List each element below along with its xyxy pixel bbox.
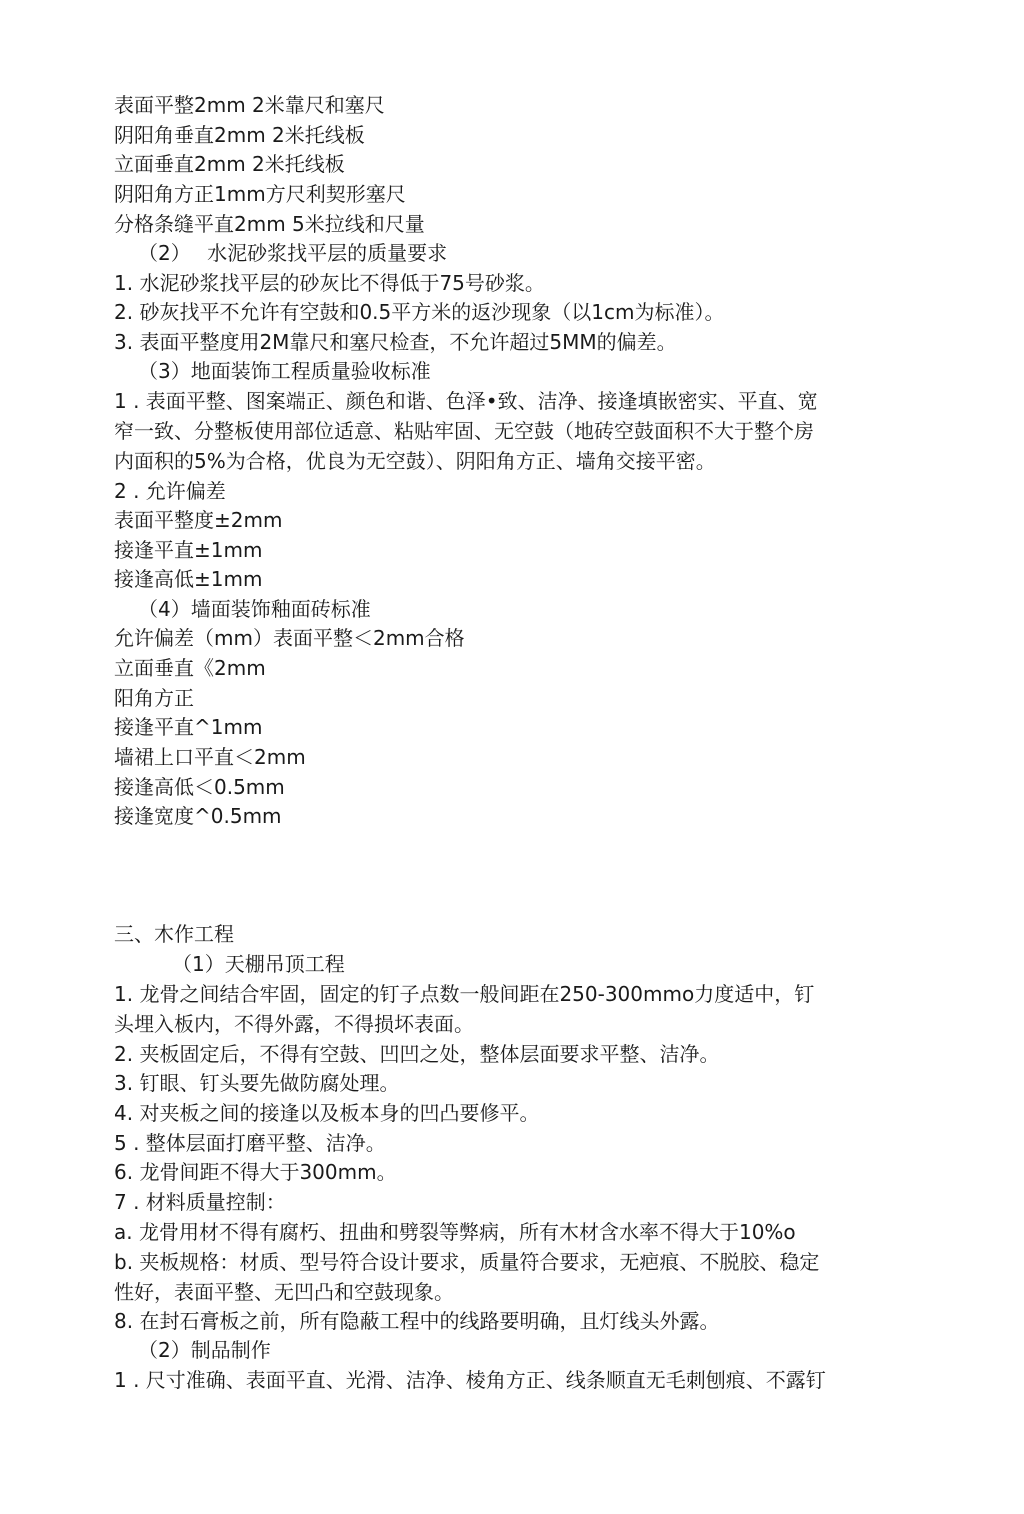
list-item: a. 龙骨用材不得有腐朽、扭曲和劈裂等弊病，所有木材含水率不得大于10%o (114, 1220, 796, 1244)
text-line: 接逢平直^1mm (114, 715, 263, 739)
paragraph-line: 1 . 尺寸准确、表面平直、光滑、洁净、棱角方正、线条顺直无毛刺刨痕、不露钉 (114, 1368, 826, 1392)
paragraph-line: 窄一致、分整板使用部位适意、粘贴牢固、无空鼓（地砖空鼓面积不大于整个房 (114, 419, 814, 443)
text-line: 立面垂直2mm 2米托线板 (114, 152, 345, 176)
list-item: 2. 砂灰找平不允许有空鼓和0.5平方米的返沙现象（以1cm为标准）。 (114, 300, 725, 324)
list-item: 8. 在封石膏板之前，所有隐蔽工程中的线路要明确，且灯线头外露。 (114, 1309, 720, 1333)
list-item: 2 . 允许偏差 (114, 479, 226, 503)
text-line: 立面垂直《2mm (114, 656, 266, 680)
paragraph-line: b. 夹板规格：材质、型号符合设计要求，质量符合要求，无疤痕、不脱胶、稳定 (114, 1250, 820, 1274)
section-heading: （3）地面装饰工程质量验收标准 (138, 359, 431, 383)
list-item: 7 . 材料质量控制： (114, 1190, 286, 1214)
text-line: 阴阳角方正1mm方尺利契形塞尺 (114, 182, 406, 206)
list-item: 3. 钉眼、钉头要先做防腐处理。 (114, 1071, 400, 1095)
chapter-title: 三、木作工程 (114, 922, 234, 946)
text-line: 接逢平直±1mm (114, 538, 263, 562)
text-line: 表面平整2mm 2米靠尺和塞尺 (114, 93, 385, 117)
section-heading: （2） 水泥砂浆找平层的质量要求 (138, 241, 448, 265)
list-item: 6. 龙骨间距不得大于300mm。 (114, 1160, 397, 1184)
text-line: 表面平整度±2mm (114, 508, 283, 532)
paragraph-line: 内面积的5%为合格，优良为无空鼓）、阴阳角方正、墙角交接平密。 (114, 449, 716, 473)
paragraph-line: 1 . 表面平整、图案端正、颜色和谐、色泽•致、洁净、接逢填嵌密实、平直、宽 (114, 389, 818, 413)
text-line: 分格条缝平直2mm 5米拉线和尺量 (114, 212, 425, 236)
text-line: 允许偏差（mm）表面平整＜2mm合格 (114, 626, 465, 650)
text-line: 接逢宽度^0.5mm (114, 804, 282, 828)
paragraph-line: 1. 龙骨之间结合牢固，固定的钉子点数一般间距在250-300mmo力度适中，钉 (114, 982, 815, 1006)
paragraph-line: 性好，表面平整、无凹凸和空鼓现象。 (114, 1280, 454, 1304)
list-item: 2. 夹板固定后，不得有空鼓、凹凹之处，整体层面要求平整、洁净。 (114, 1042, 720, 1066)
text-line: 墙裙上口平直＜2mm (114, 745, 306, 769)
text-line: 接逢高低±1mm (114, 567, 263, 591)
list-item: 1. 水泥砂浆找平层的砂灰比不得低于75号砂浆。 (114, 271, 545, 295)
paragraph-line: 头埋入板内，不得外露，不得损坏表面。 (114, 1012, 474, 1036)
list-item: 4. 对夹板之间的接逢以及板本身的凹凸要修平。 (114, 1101, 540, 1125)
text-line: 接逢高低＜0.5mm (114, 775, 285, 799)
section-heading: （1）天棚吊顶工程 (172, 952, 345, 976)
text-line: 阳角方正 (114, 686, 194, 710)
section-heading: （2）制品制作 (138, 1338, 271, 1362)
text-line: 阴阳角垂直2mm 2米托线板 (114, 123, 365, 147)
section-heading: （4）墙面装饰釉面砖标准 (138, 597, 371, 621)
list-item: 3. 表面平整度用2M靠尺和塞尺检查，不允许超过5MM的偏差。 (114, 330, 677, 354)
list-item: 5 . 整体层面打磨平整、洁净。 (114, 1131, 386, 1155)
